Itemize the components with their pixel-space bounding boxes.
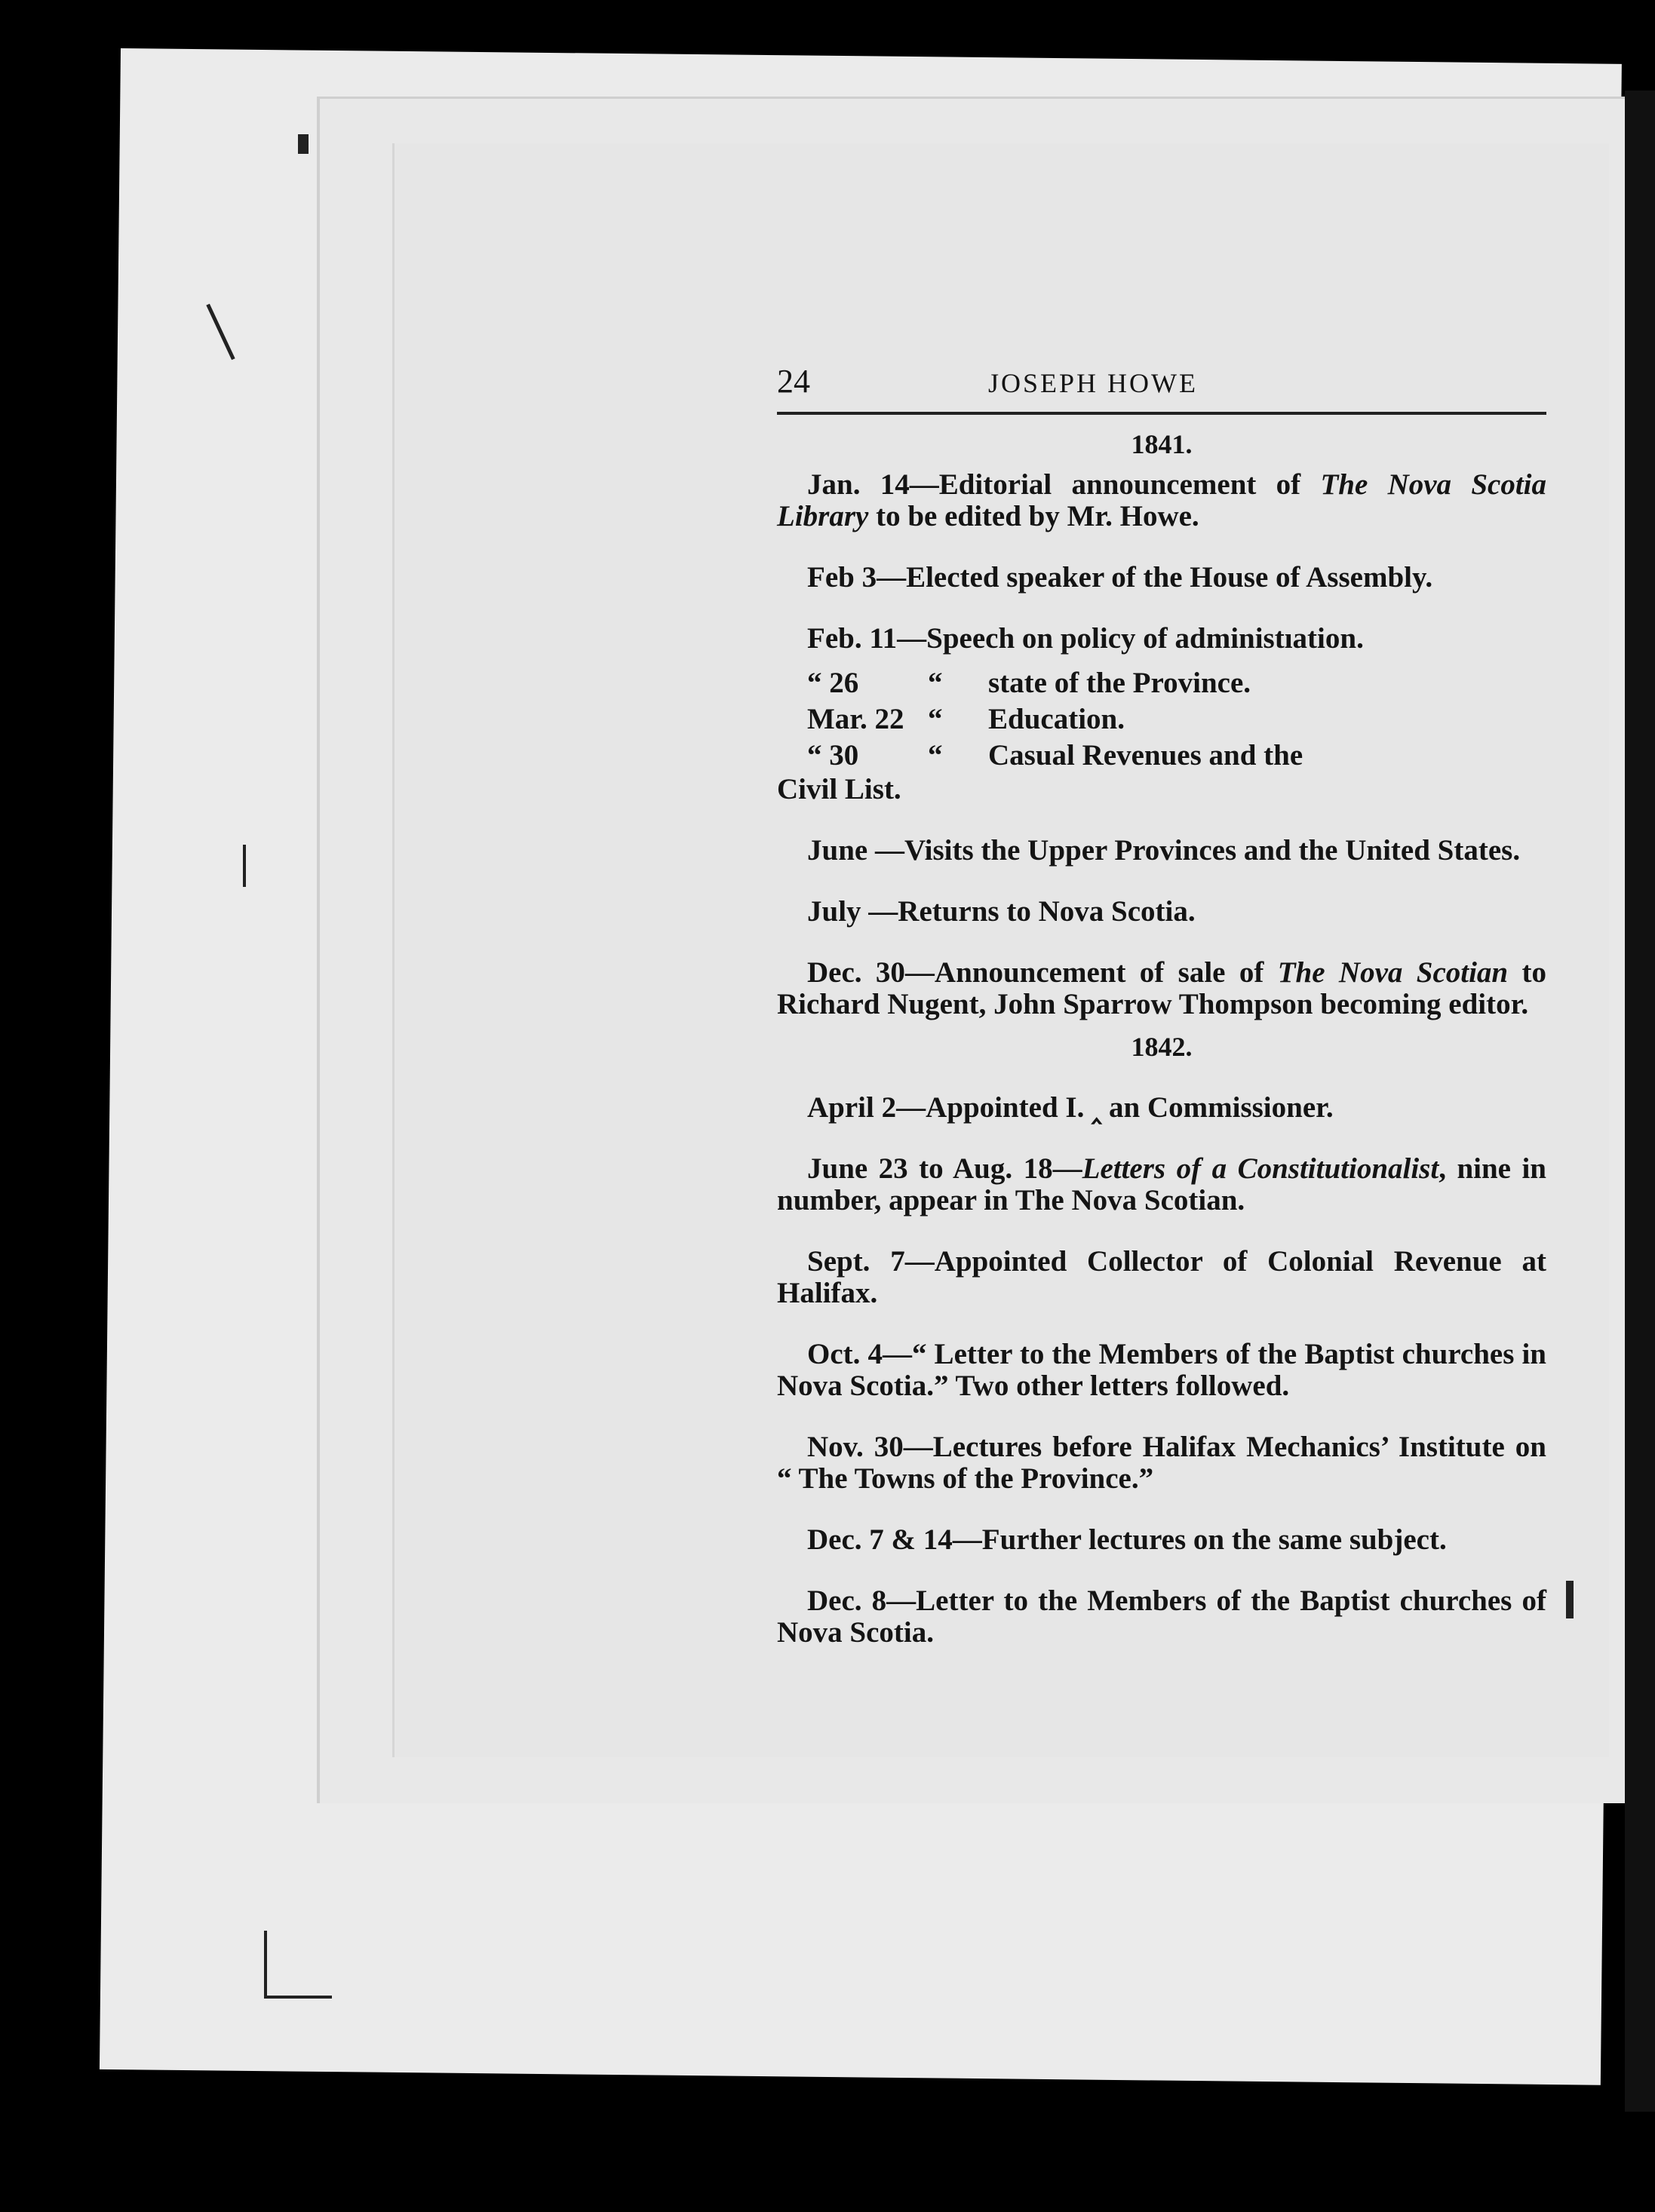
chronology-entry: Feb 3—Elected speaker of the House of Assembly. [807, 561, 1433, 594]
ditto-row: Mar. 22 “ Education. [807, 703, 1125, 735]
year-heading: 1841. [1131, 429, 1193, 459]
scan-speck [264, 1931, 267, 1999]
page-text [777, 362, 1546, 1659]
scan-speck [264, 1996, 332, 1999]
running-title: JOSEPH HOWE [988, 368, 1199, 398]
chronology-entry: Dec. 8—Letter to the Members of the Baptist churches of Nova Scotia. [777, 1585, 1546, 1649]
scan-edge [1625, 91, 1655, 2112]
scan-speck [243, 845, 246, 887]
running-head [777, 362, 1546, 409]
ditto-continuation: Civil List. [777, 773, 901, 805]
chronology-entry: Sept. 7—Appointed Collector of Colonial Revenue at Halifax. [777, 1245, 1546, 1309]
chronology-entry: June 23 to Aug. 18—Letters of a Constitutionalist, nine in number, appear in The Nova Scotian. [777, 1152, 1546, 1216]
chronology-entry: Jan. 14—Editorial announcement of The Nova Scotia Library to be edited by Mr. Howe. [777, 468, 1546, 532]
ditto-row: “ 30 “ Casual Revenues and the [807, 739, 1303, 772]
scan-speck [1566, 1581, 1574, 1618]
chronology-entry: Oct. 4—“ Letter to the Members of the Baptist churches in Nova Scotia.” Two other letters followed. [777, 1338, 1546, 1402]
chronology-entry: Feb. 11—Speech on policy of administıation. [807, 622, 1364, 655]
page-number: 24 [777, 363, 810, 400]
ditto-row: “ 26 “ state of the Province. [807, 667, 1251, 699]
header-rule [777, 412, 1546, 415]
scan-speck [298, 134, 309, 154]
chronology-entry: Dec. 7 & 14—Further lectures on the same subject. [807, 1523, 1447, 1556]
chronology-entry: April 2—Appointed I. ‸ an Commissioner. [807, 1091, 1334, 1124]
year-heading: 1842. [1131, 1032, 1193, 1062]
chronology-entry: June —Visits the Upper Provinces and the United States. [807, 834, 1521, 867]
chronology-entry: Dec. 30—Announcement of sale of The Nova Scotian to Richard Nugent, John Sparrow Thompson becoming editor. [777, 956, 1546, 1020]
chronology-entry: July —Returns to Nova Scotia. [807, 895, 1196, 928]
chronology-entry: Nov. 30—Lectures before Halifax Mechanics’ Institute on “ The Towns of the Province.” [777, 1431, 1546, 1495]
